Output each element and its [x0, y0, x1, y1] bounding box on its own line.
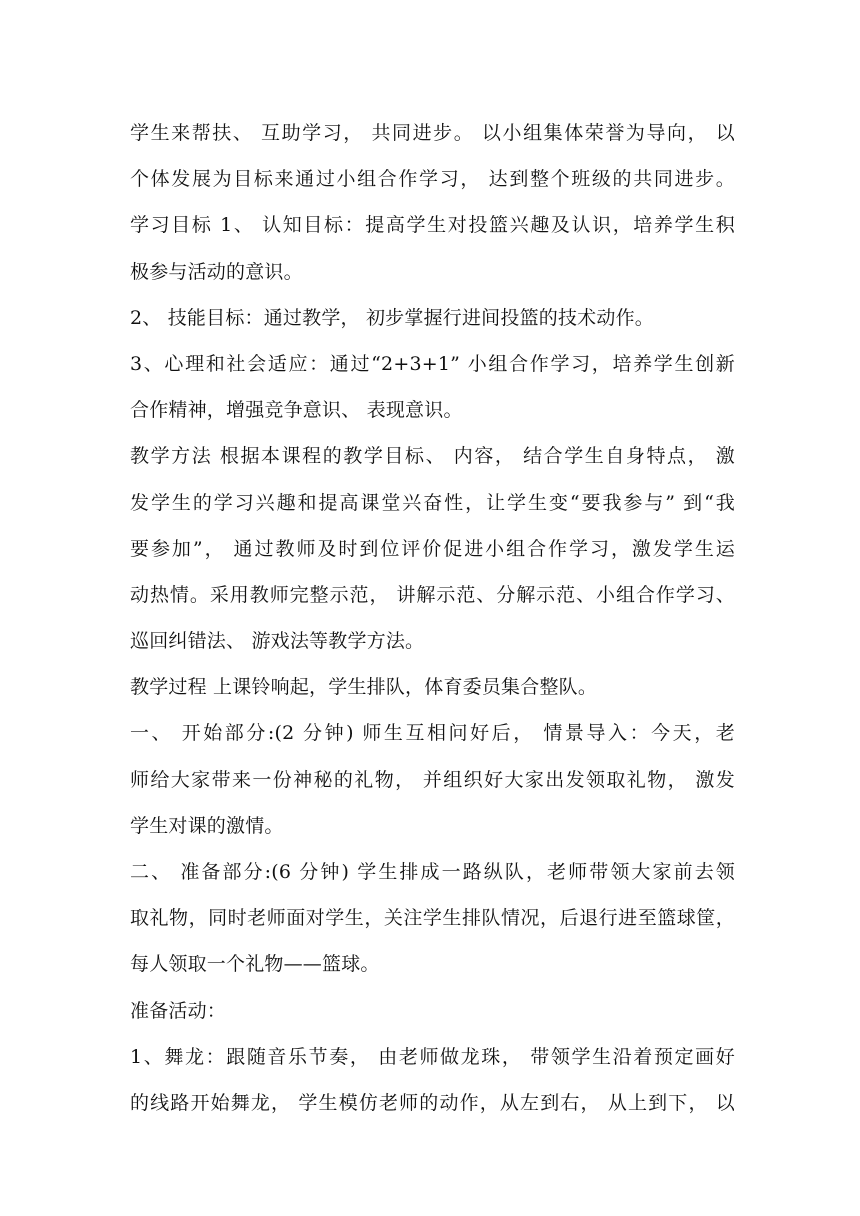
- text-line: 教学方法 根据本课程的教学目标、 内容， 结合学生自身特点， 激: [130, 445, 735, 468]
- text-line: 1、舞龙：跟随音乐节奏， 由老师做龙珠， 带领学生沿着预定画好: [130, 1045, 735, 1068]
- text-line: 巡回纠错法、 游戏法等教学方法。: [130, 630, 425, 653]
- text-line: 的线路开始舞龙， 学生模仿老师的动作，从左到右， 从上到下， 以: [130, 1091, 735, 1114]
- text-line: 取礼物，同时老师面对学生，关注学生排队情况，后退行进至篮球筐，: [130, 907, 735, 930]
- text-line: 发学生的学习兴趣和提高课堂兴奋性，让学生变“要我参与” 到“我: [130, 491, 735, 514]
- text-line: 一、 开始部分:(2 分钟) 师生互相问好后， 情景导入：今天，老: [130, 722, 735, 745]
- document-body: [130, 110, 735, 1126]
- text-line: 极参与活动的意识。: [130, 260, 303, 283]
- text-line: 动热情。采用教师完整示范， 讲解示范、分解示范、小组合作学习、: [130, 583, 735, 606]
- text-line: 学习目标 1、 认知目标：提高学生对投篮兴趣及认识，培养学生积: [130, 214, 735, 237]
- text-line: 要参加”， 通过教师及时到位评价促进小组合作学习，激发学生运: [130, 537, 735, 560]
- text-line: 3、心理和社会适应：通过“2+3+1” 小组合作学习，培养学生创新: [130, 352, 735, 375]
- text-line: 2、 技能目标：通过教学， 初步掌握行进间投篮的技术动作。: [130, 306, 654, 329]
- text-line: 学生来帮扶、 互助学习， 共同进步。 以小组集体荣誉为导向， 以: [130, 122, 735, 144]
- text-line: 个体发展为目标来通过小组合作学习， 达到整个班级的共同进步。: [130, 168, 735, 191]
- text-line: 每人领取一个礼物——篮球。: [130, 953, 380, 976]
- text-line: 准备活动：: [130, 999, 227, 1022]
- text-line: 学生对课的激情。: [130, 814, 284, 837]
- text-line: 教学过程 上课铃响起，学生排队，体育委员集合整队。: [130, 676, 598, 699]
- text-line: 合作精神，增强竞争意识、 表现意识。: [130, 399, 463, 422]
- text-line: 师给大家带来一份神秘的礼物， 并组织好大家出发领取礼物， 激发: [130, 768, 735, 791]
- text-line: 二、 准备部分:(6 分钟) 学生排成一路纵队，老师带领大家前去领: [130, 861, 735, 883]
